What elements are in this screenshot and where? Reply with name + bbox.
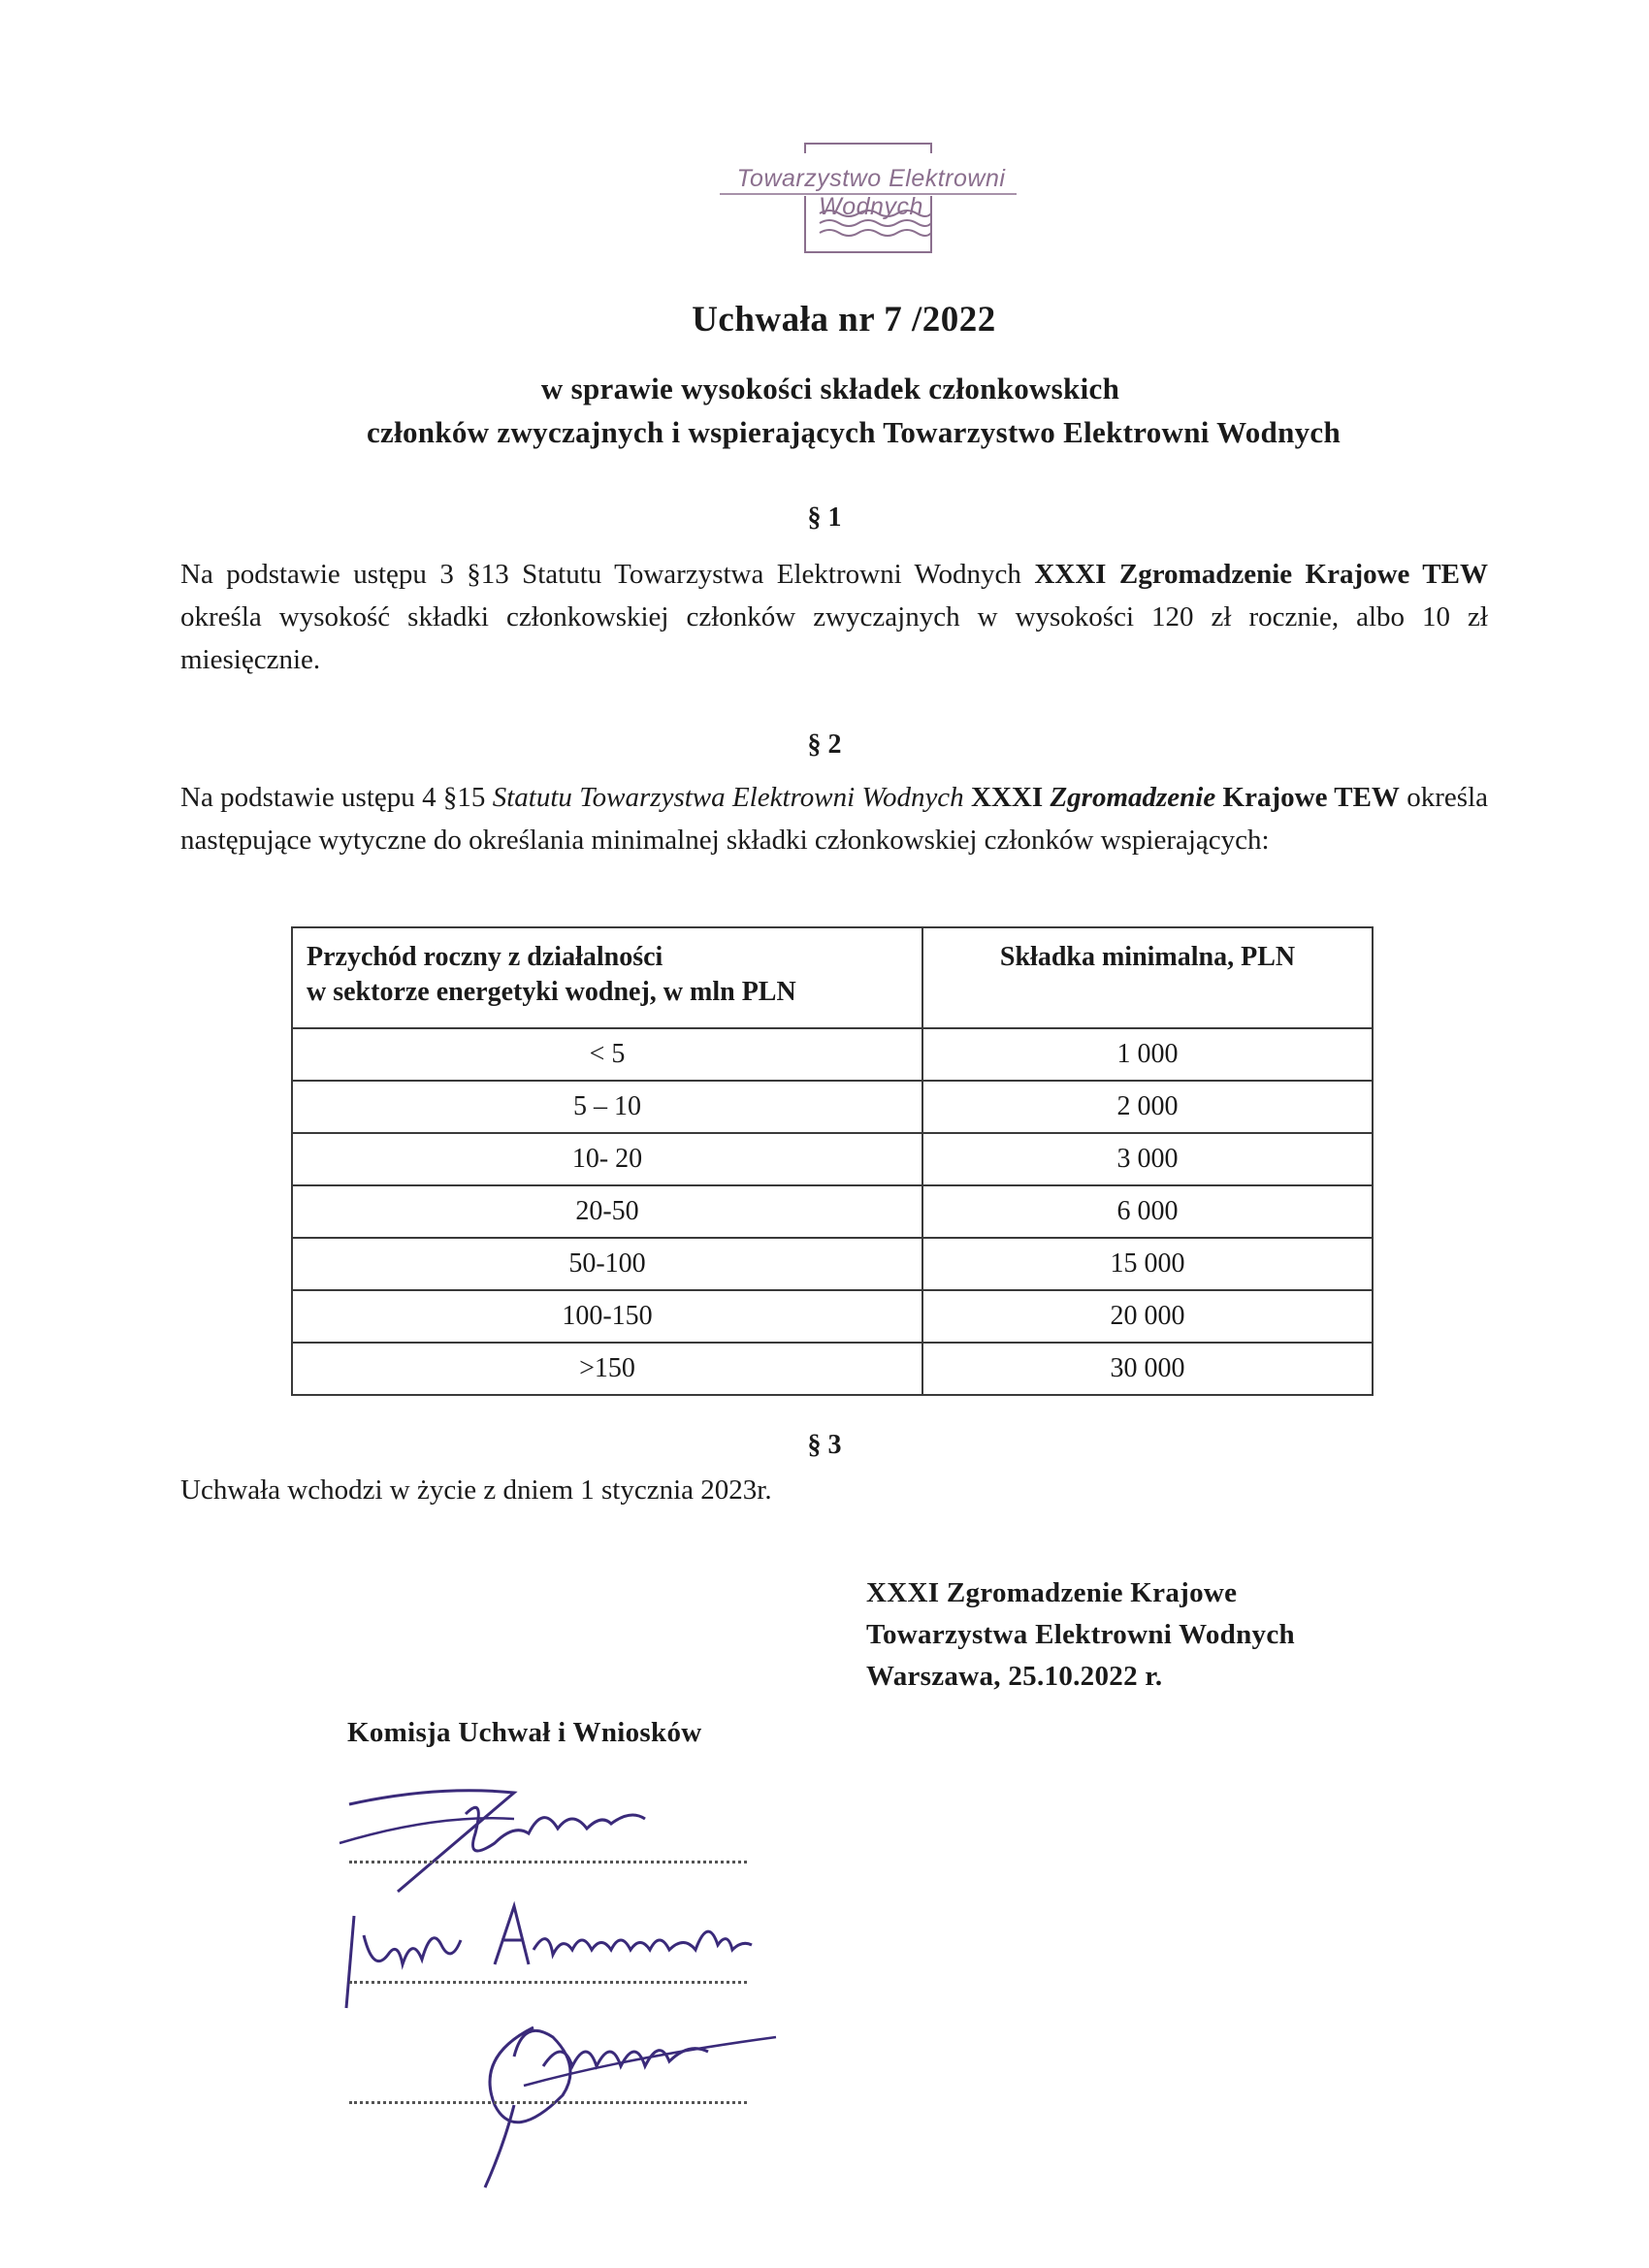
effective-date-text: Uchwała wchodzi w życie z dniem 1 stycznia 2023r. [180,1474,772,1506]
table-header-fee: Składka minimalna, PLN [922,927,1373,1028]
signature-line-3 [349,2101,747,2104]
table-header-revenue-line2: w sektorze energetyki wodnej, w mln PLN [307,977,796,1007]
logo-text: Towarzystwo Elektrowni Wodnych [736,165,1006,220]
section-2-bold-plain: XXXI [971,782,1051,813]
table-cell-fee: 20 000 [922,1290,1373,1343]
section-1-lead: Na podstawie ustępu 3 §13 Statutu Towarzystwa Elektrowni Wodnych [180,559,1035,590]
section-2-bold-italic: Zgromadzenie [1050,782,1216,813]
table-cell-range: 5 – 10 [292,1081,922,1133]
table-header-row [292,927,1373,1028]
table-cell-fee: 6 000 [922,1185,1373,1238]
table-cell-range: < 5 [292,1028,922,1081]
table-cell-range: 10- 20 [292,1133,922,1185]
table-cell-fee: 1 000 [922,1028,1373,1081]
table-row [292,1133,1373,1185]
assembly-line3: Warszawa, 25.10.2022 r. [866,1661,1163,1692]
table-cell-fee: 3 000 [922,1133,1373,1185]
table-row [292,1081,1373,1133]
section-2-bold: Krajowe TEW [1215,782,1400,813]
section-2-heading: § 2 [807,729,842,760]
document-subtitle-line2: członków zwyczajnych i wspierających Towarzystwo Elektrowni Wodnych [366,415,1342,449]
assembly-line2: Towarzystwa Elektrowni Wodnych [866,1619,1295,1650]
assembly-line1: XXXI Zgromadzenie Krajowe [866,1577,1238,1608]
table-cell-range: 100-150 [292,1290,922,1343]
table-cell-range: 50-100 [292,1238,922,1290]
document-title: Uchwała nr 7 /2022 [692,300,996,340]
table-row [292,1185,1373,1238]
table-cell-fee: 30 000 [922,1343,1373,1395]
document-subtitle-line1: w sprawie wysokości składek członkowskich [540,372,1120,405]
table-row [292,1028,1373,1081]
section-2-italic: Statutu Towarzystwa Elektrowni Wodnych [492,782,972,813]
table-cell-fee: 15 000 [922,1238,1373,1290]
signature-1 [320,1775,728,1901]
table-row [292,1290,1373,1343]
signature-line-1 [349,1861,747,1863]
signature-3 [417,1998,805,2192]
section-1-rest: określa wysokość składki członkowskiej członków zwyczajnych w wysokości 120 zł rocznie, albo 10 zł miesięcznie. [180,601,1488,675]
table-header-revenue-line1: Przychód roczny z działalności [307,942,663,972]
fee-table [291,926,1374,1396]
signature-line-2 [349,1981,747,1984]
section-3-heading: § 3 [807,1430,842,1460]
section-2-paragraph [180,776,1488,861]
table-cell-range: 20-50 [292,1185,922,1238]
section-1-bold: XXXI Zgromadzenie Krajowe TEW [1034,559,1488,590]
section-2-lead: Na podstawie ustępu 4 §15 [180,782,493,813]
table-header-revenue [292,927,922,1028]
tew-logo [708,136,1028,262]
table-cell-range: >150 [292,1343,922,1395]
commission-label: Komisja Uchwał i Wniosków [347,1717,702,1748]
table-cell-fee: 2 000 [922,1081,1373,1133]
table-row [292,1238,1373,1290]
assembly-block [866,1572,1295,1698]
signature-2 [335,1896,781,2013]
section-1-paragraph [180,553,1488,681]
section-1-heading: § 1 [807,502,842,533]
table-row [292,1343,1373,1395]
section-2-rest: określa następujące wytyczne do określania minimalnej składki członkowskiej członków wspierających: [180,782,1488,856]
